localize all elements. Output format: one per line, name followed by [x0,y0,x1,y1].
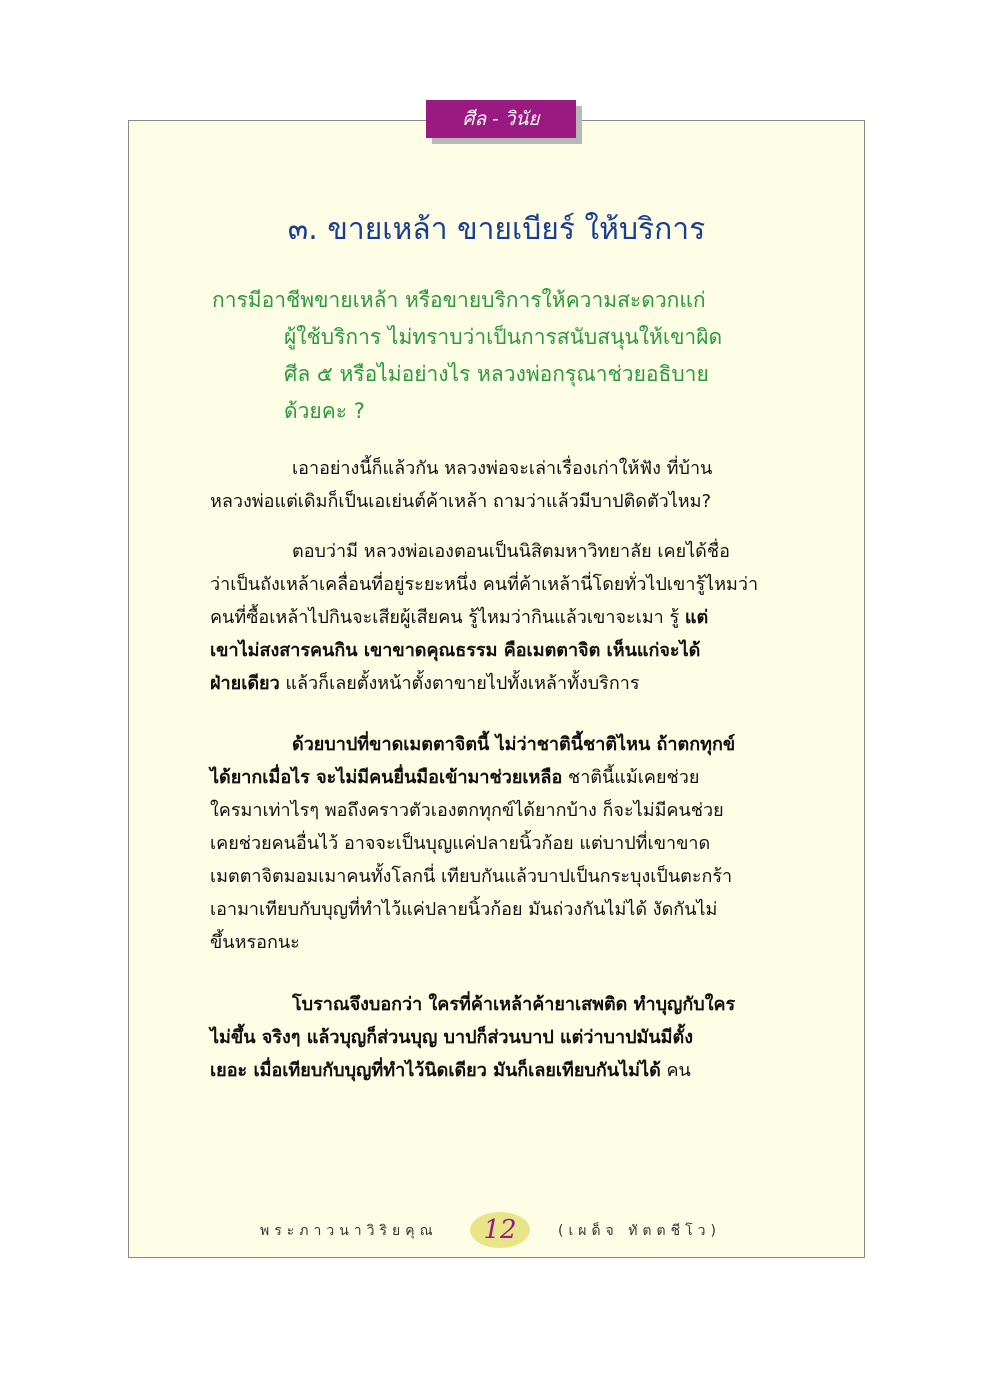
text-span: เคยช่วยคนอื่นไว้ อาจจะเป็นบุญแค่ปลายนิ้วก้อย แต่บาปที่เขาขาด [210,833,711,854]
text-span: หลวงพ่อแต่เดิมก็เป็นเอเย่นต์ค้าเหล้า ถามว่าแล้วมีบาปติดตัวไหม? [210,491,712,512]
text-span: แล้วก็เลยตั้งหน้าตั้งตาขายไปทั้งเหล้าทั้งบริการ [279,673,640,694]
text-span: ตอบว่ามี หลวงพ่อเองตอนเป็นนิสิตมหาวิทยาลัย เคยได้ชื่อ [292,541,730,562]
text-line [210,893,802,926]
text-span: เมตตาจิตมอมเมาคนทั้งโลกนี่ เทียบกันแล้วบาปเป็นกระบุงเป็นตะกร้า [210,866,733,887]
text-span [210,1054,691,1087]
question-line: ผู้ใช้บริการ ไม่ทราบว่าเป็นการสนับสนุนให้เขาผิด [284,325,723,349]
text-line [210,568,802,601]
footer-author-name: (เผด็จ ทัตตชีโว) [558,1223,721,1239]
text-line [210,926,802,959]
text-line [210,860,802,893]
bold-text: ด้วยบาปที่ขาดเมตตาจิตนี้ ไม่ว่าชาตินี้ชาติไหน ถ้าตกทุกข์ [292,734,736,755]
text-span: ขึ้นหรอกนะ [210,932,300,953]
paragraph-3 [210,728,802,959]
question-block [212,282,802,430]
bold-text: เขาไม่สงสารคนกิน เขาขาดคุณธรรม คือเมตตาจิต เห็นแก่จะได้ [210,640,701,661]
question-line: การมีอาชีพขายเหล้า หรือขายบริการให้ความสะดวกแก่ [212,288,706,312]
question-line: ศีล ๕ หรือไม่อย่างไร หลวงพ่อกรุณาช่วยอธิบาย [284,362,709,386]
text-line [210,601,802,634]
text-span: ชาตินี้แม้เคยช่วย [562,767,700,788]
text-span: ว่าเป็นถังเหล้าเคลื่อนที่อยู่ระยะหนึ่ง คนที่ค้าเหล้านี่โดยทั่วไปเขารู้ไหมว่า [210,574,759,595]
paragraph-1 [210,452,802,518]
text-span: เอามาเทียบกับบุญที่ทำไว้แค่ปลายนิ้วก้อย มันถ่วงกันไม่ได้ งัดกันไม่ [210,899,718,920]
question-line: ด้วยคะ ? [284,399,365,423]
bold-text: ได้ยากเมื่อไร จะไม่มีคนยื่นมือเข้ามาช่วยเหลือ [210,767,563,788]
text-line [210,634,802,667]
paragraph-4 [210,988,802,1087]
footer-author-title: พระภาวนาวิริยคุณ [260,1223,438,1239]
text-span: เอาอย่างนี้ก็แล้วกัน หลวงพ่อจะเล่าเรื่องเก่าให้ฟัง ที่บ้าน [292,458,713,479]
text-span [210,601,708,634]
page-number: 12 [470,1212,530,1248]
text-line [210,827,802,860]
paragraph-2 [210,535,802,700]
text-line [210,728,802,761]
section-tab: ศีล - วินัย [426,100,576,138]
text-line [210,452,802,485]
bold-text: ฝ่ายเดียว [210,673,280,694]
text-line [210,1021,802,1054]
bold-text: แต่ [684,607,709,628]
text-span [210,667,640,700]
bold-text: เยอะ เมื่อเทียบกับบุญที่ทำไว้นิดเดียว มันก็เลยเทียบกันไม่ได้ [210,1060,661,1081]
text-span: ใครมาเท่าไรๆ พอถึงคราวตัวเองตกทุกข์ได้ยากบ้าง ก็จะไม่มีคนช่วย [210,800,724,821]
text-line [210,988,802,1021]
text-line [210,761,802,794]
text-span [210,761,699,794]
page-footer [128,1212,865,1252]
bold-text: โบราณจึงบอกว่า ใครที่ค้าเหล้าค้ายาเสพติด ทำบุญกับใคร [292,994,736,1015]
text-line [210,485,802,518]
text-line [210,535,802,568]
bold-text: ไม่ขึ้น จริงๆ แล้วบุญก็ส่วนบุญ บาปก็ส่วนบาป แต่ว่าบาปมันมีตั้ง [210,1027,694,1048]
text-line [210,667,802,700]
text-line [210,1054,802,1087]
text-span: คน [660,1060,691,1081]
text-span: คนที่ซื้อเหล้าไปกินจะเสียผู้เสียคน รู้ไหมว่ากินแล้วเขาจะเมา รู้ [210,607,685,628]
chapter-title: ๓. ขายเหล้า ขายเบียร์ ให้บริการ [287,212,706,247]
text-line [210,794,802,827]
